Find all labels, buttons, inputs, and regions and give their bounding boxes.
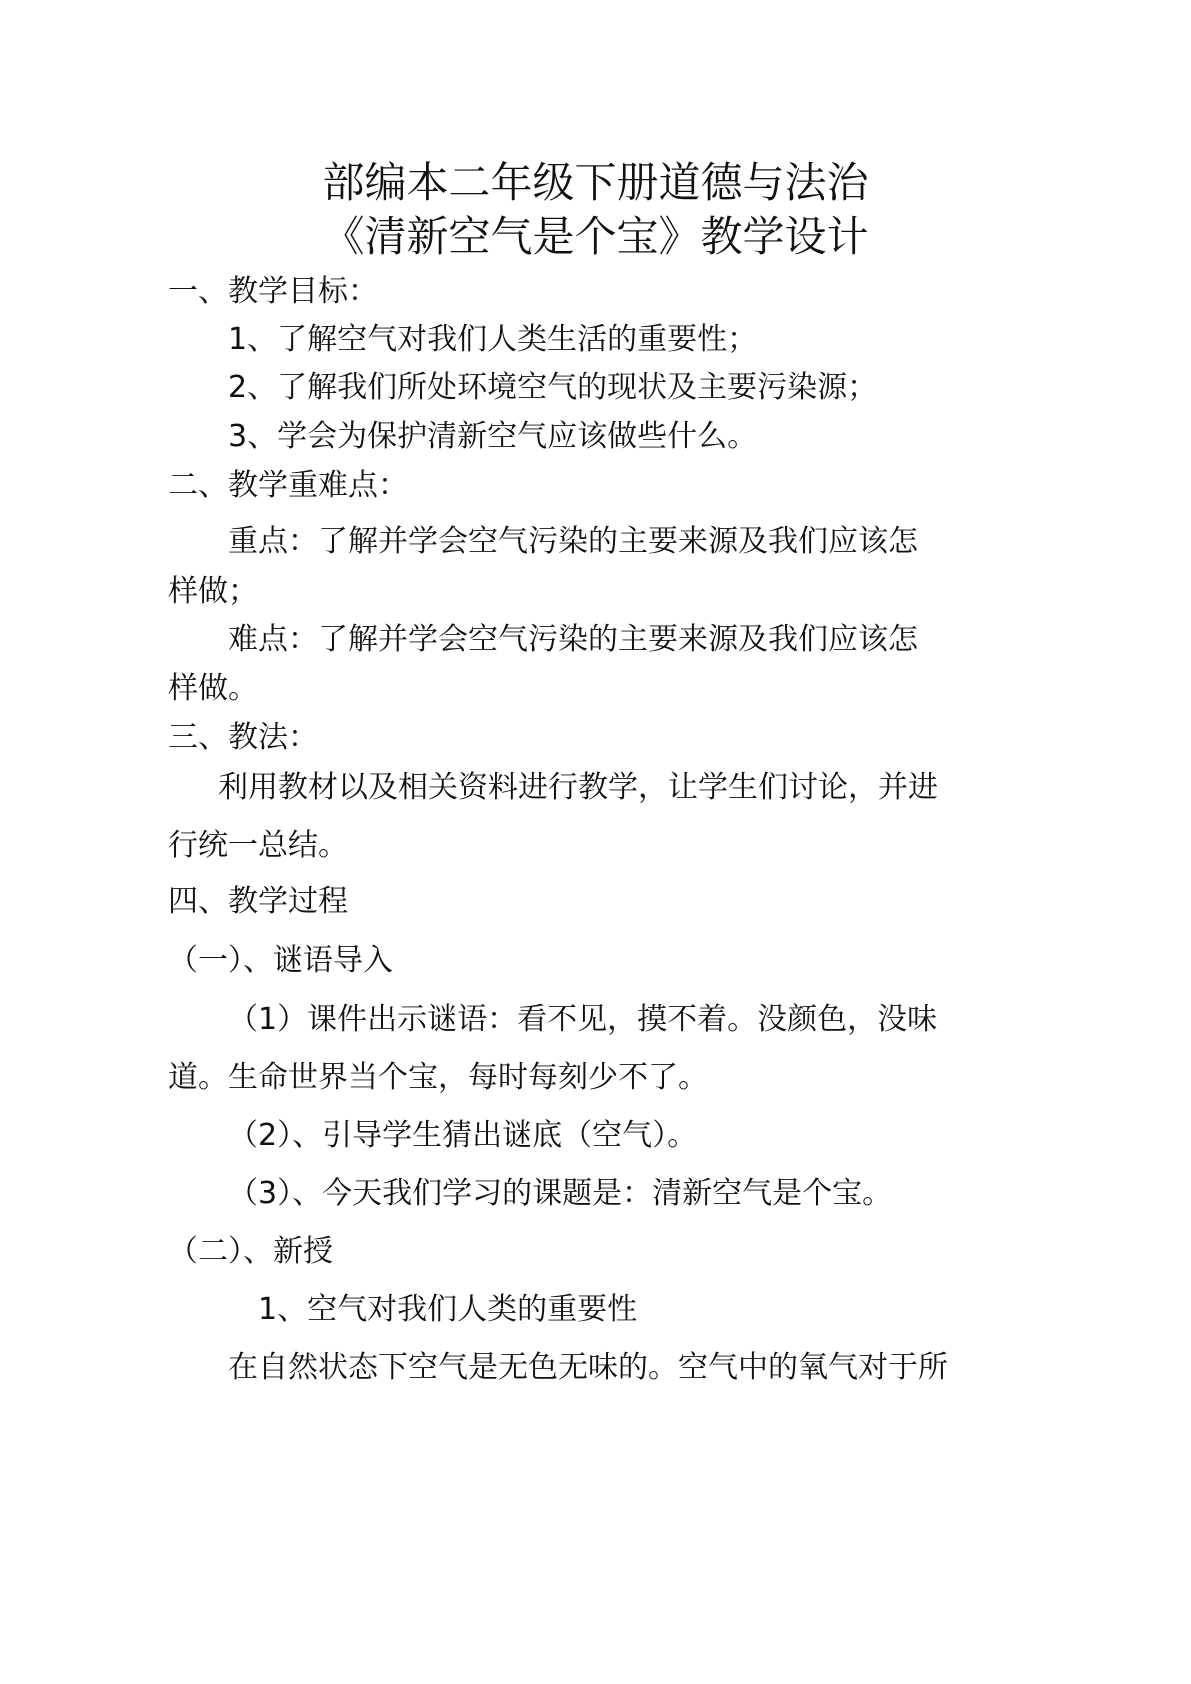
new-lesson-item-1: 1、空气对我们人类的重要性 bbox=[258, 1292, 638, 1327]
riddle-item-2: （2）、引导学生猜出谜底（空气）。 bbox=[228, 1118, 698, 1153]
key-point-line-2: 样做； bbox=[168, 574, 258, 609]
objective-item-2: 2、了解我们所处环境空气的现状及主要污染源； bbox=[228, 370, 878, 405]
objective-item-1: 1、了解空气对我们人类生活的重要性； bbox=[228, 322, 758, 357]
document-title-line2: 《清新空气是个宝》教学设计 bbox=[322, 212, 869, 261]
section-heading-process: 四、教学过程 bbox=[168, 884, 348, 919]
part-heading-riddle: （一）、谜语导入 bbox=[168, 943, 393, 978]
riddle-item-3: （3）、今天我们学习的课题是：清新空气是个宝。 bbox=[228, 1176, 893, 1211]
section-heading-key-points: 二、教学重难点： bbox=[168, 468, 408, 503]
methods-line-1: 利用教材以及相关资料进行教学，让学生们讨论，并进 bbox=[218, 770, 938, 805]
difficult-point-line-2: 样做。 bbox=[168, 671, 258, 706]
objective-item-3: 3、学会为保护清新空气应该做些什么。 bbox=[228, 419, 758, 454]
key-point-line-1: 重点：了解并学会空气污染的主要来源及我们应该怎 bbox=[228, 524, 918, 559]
methods-line-2: 行统一总结。 bbox=[168, 828, 348, 863]
difficult-point-line-1: 难点：了解并学会空气污染的主要来源及我们应该怎 bbox=[228, 622, 918, 657]
new-lesson-paragraph-line-1: 在自然状态下空气是无色无味的。空气中的氧气对于所 bbox=[228, 1350, 948, 1385]
document-title-line1: 部编本二年级下册道德与法治 bbox=[322, 158, 869, 207]
section-heading-objectives: 一、教学目标： bbox=[168, 274, 378, 309]
section-heading-methods: 三、教法： bbox=[168, 720, 318, 755]
riddle-item-1-line-2: 道。生命世界当个宝，每时每刻少不了。 bbox=[168, 1060, 708, 1095]
riddle-item-1-line-1: （1）课件出示谜语：看不见，摸不着。没颜色，没味 bbox=[228, 1002, 938, 1037]
part-heading-new-lesson: （二）、新授 bbox=[168, 1234, 333, 1269]
